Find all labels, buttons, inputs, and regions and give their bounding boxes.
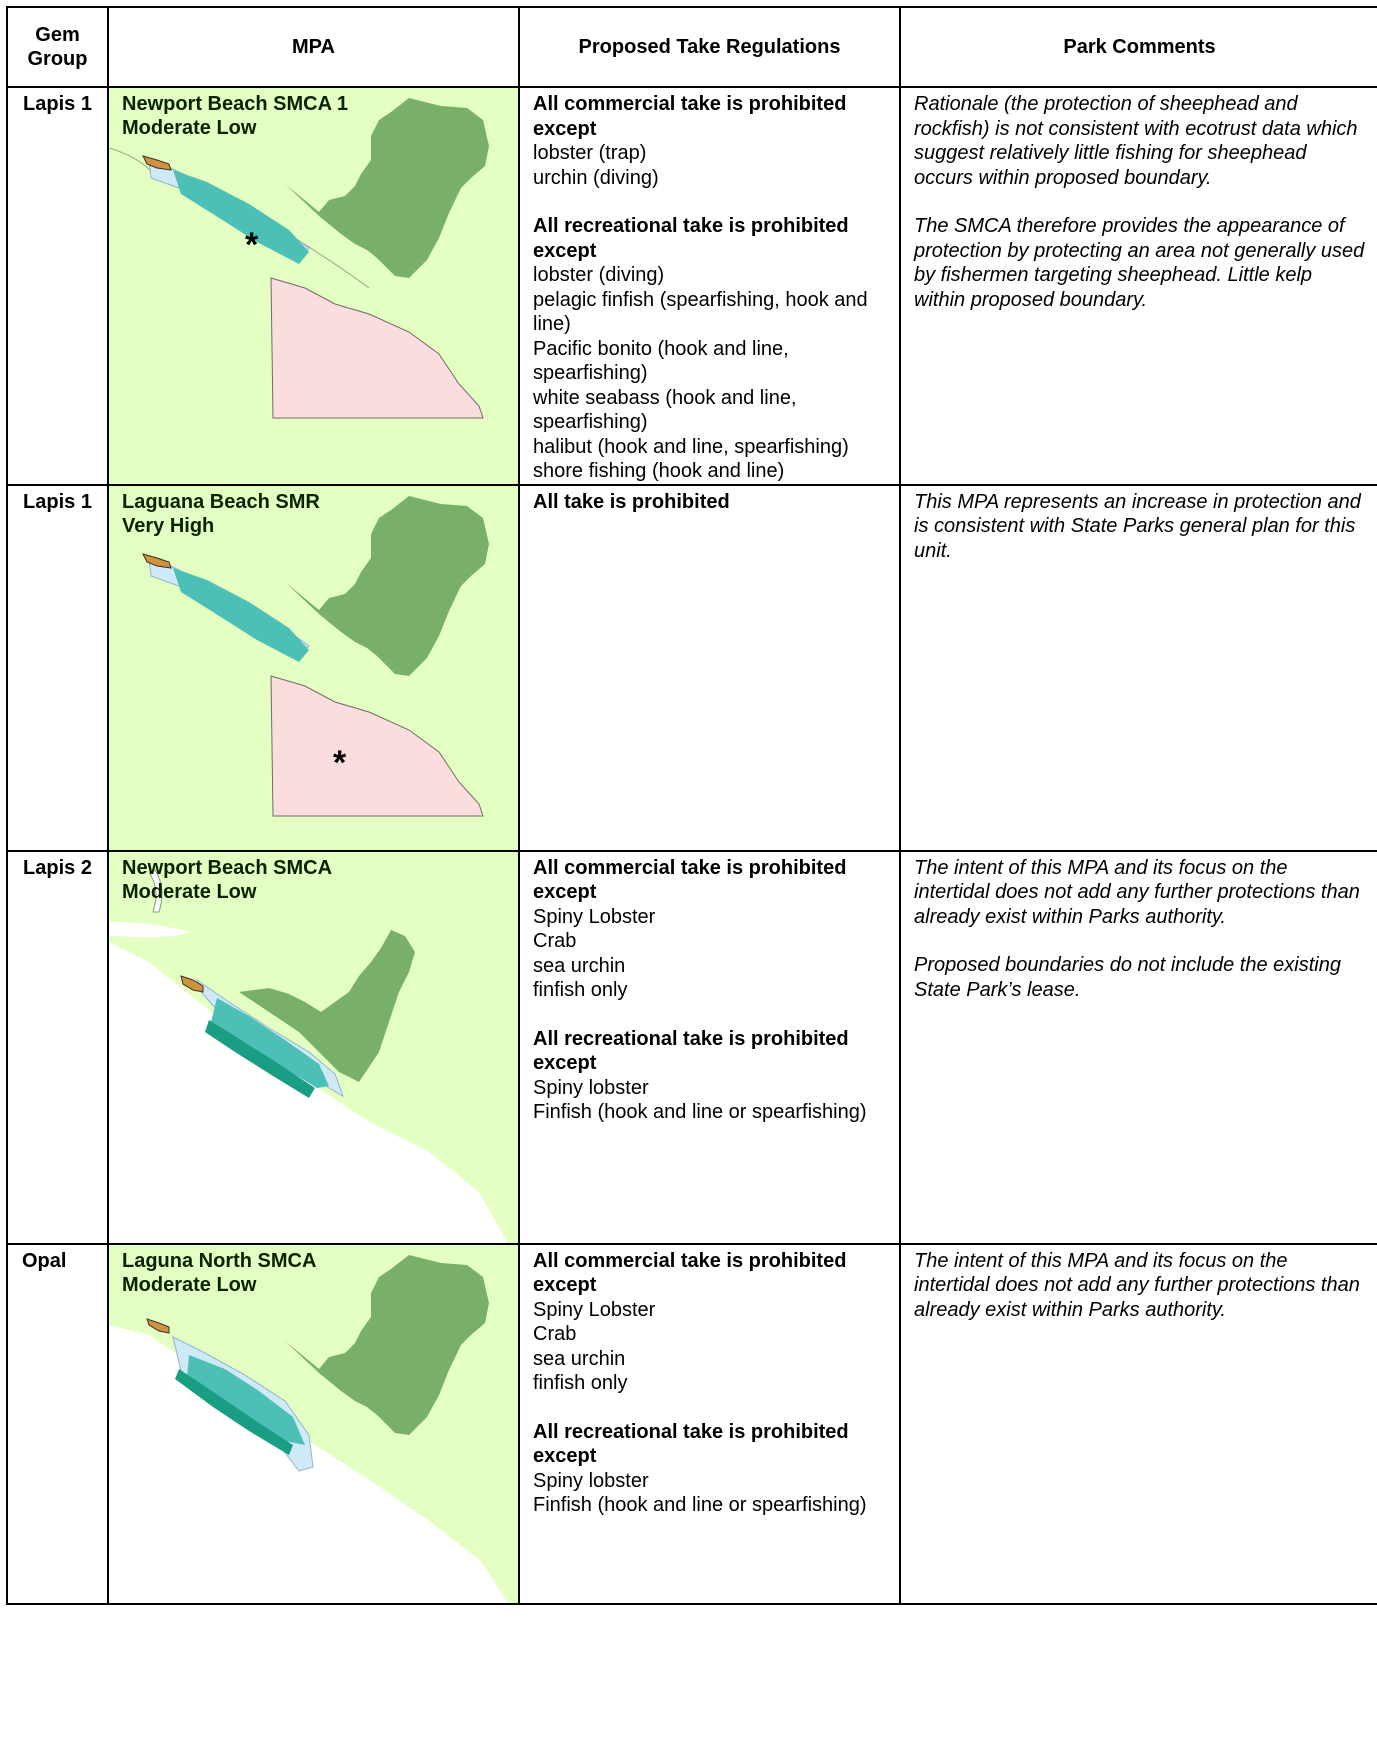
mpa-protection-level: Moderate Low xyxy=(122,880,257,903)
comment-paragraph: Proposed boundaries do not include the existing State Park’s lease. xyxy=(914,954,1341,1001)
header-proposed-regulations: Proposed Take Regulations xyxy=(519,7,900,87)
list-item: sea urchin xyxy=(533,1347,626,1370)
header-park-comments: Park Comments xyxy=(900,7,1377,87)
all-take-prohibited: All take is prohibited xyxy=(533,490,730,513)
comment-paragraph: The SMCA therefore provides the appearance of protection by protecting an area not generally used by fishermen targeting sheephead. Little kelp within proposed boundary. xyxy=(914,215,1365,311)
header-gem-group: Gem Group xyxy=(7,7,108,87)
mpa-name: Laguna North SMCA xyxy=(122,1249,317,1272)
comments-cell xyxy=(900,485,1377,851)
mpa-cell xyxy=(108,1244,519,1604)
gem-group-cell: Opal xyxy=(7,1244,108,1604)
table-row xyxy=(7,851,1377,1244)
comment-paragraph: The intent of this MPA and its focus on the intertidal does not add any further protections than already exist within Parks authority. xyxy=(914,856,1360,928)
mpa-map xyxy=(109,1245,519,1604)
list-item: lobster (trap) xyxy=(533,142,647,164)
map-star-marker: * xyxy=(333,743,347,782)
commercial-heading: All commercial take is prohibited except xyxy=(533,856,847,903)
list-item: Finfish (hook and line or spearfishing) xyxy=(533,1494,867,1516)
list-item: halibut (hook and line, spearfishing) xyxy=(533,435,849,458)
commercial-heading: All commercial take is prohibited except xyxy=(533,1249,847,1296)
list-item: Crab xyxy=(533,1323,577,1345)
gem-group-cell: Lapis 1 xyxy=(7,87,108,485)
table-row xyxy=(7,485,1377,851)
mpa-name: Newport Beach SMCA 1 xyxy=(122,93,348,115)
comments-cell xyxy=(900,87,1377,485)
list-item: finfish only xyxy=(533,979,628,1001)
gem-group-cell: Lapis 1 xyxy=(7,485,108,851)
list-item: urchin (diving) xyxy=(533,166,659,189)
mpa-map xyxy=(109,852,519,1244)
recreational-heading: All recreational take is prohibited except xyxy=(533,1027,849,1074)
comment-paragraph: This MPA represents an increase in protection and is consistent with State Parks general plan for this unit. xyxy=(914,490,1361,562)
regulations-cell xyxy=(519,485,900,851)
list-item: Spiny Lobster xyxy=(533,1298,656,1321)
gem-group-cell: Lapis 2 xyxy=(7,851,108,1244)
list-item: sea urchin xyxy=(533,954,626,977)
mpa-protection-level: Moderate Low xyxy=(122,1273,257,1296)
mpa-protection-level: Moderate Low xyxy=(122,117,257,139)
header-row xyxy=(7,7,1377,87)
mpa-name: Newport Beach SMCA xyxy=(122,856,333,879)
header-mpa: MPA xyxy=(108,7,519,87)
mpa-cell xyxy=(108,485,519,851)
mpa-table xyxy=(6,6,1377,1605)
map-star-marker: * xyxy=(245,226,259,264)
comment-paragraph: The intent of this MPA and its focus on the intertidal does not add any further protections than already exist within Parks authority. xyxy=(914,1249,1360,1321)
list-item: shore fishing (hook and line) xyxy=(533,460,785,482)
list-item: Crab xyxy=(533,930,577,952)
mpa-cell xyxy=(108,87,519,485)
comments-cell xyxy=(900,1244,1377,1604)
list-item: pelagic finfish (spearfishing, hook and line) xyxy=(533,288,868,335)
list-item: finfish only xyxy=(533,1372,628,1394)
list-item: Pacific bonito (hook and line, spearfishing) xyxy=(533,337,789,384)
list-item: Spiny lobster xyxy=(533,1076,649,1099)
recreational-heading: All recreational take is prohibited except xyxy=(533,1420,849,1467)
mpa-protection-level: Very High xyxy=(122,514,215,537)
mpa-map xyxy=(109,88,519,442)
comments-cell xyxy=(900,851,1377,1244)
table-row xyxy=(7,1244,1377,1604)
list-item: Spiny lobster xyxy=(533,1469,649,1492)
mpa-map xyxy=(109,486,519,851)
regulations-cell xyxy=(519,851,900,1244)
list-item: Finfish (hook and line or spearfishing) xyxy=(533,1101,867,1123)
commercial-heading: All commercial take is prohibited except xyxy=(533,93,847,140)
list-item: lobster (diving) xyxy=(533,264,665,286)
regulations-cell xyxy=(519,87,900,485)
table-row xyxy=(7,87,1377,485)
comment-paragraph: Rationale (the protection of sheephead and rockfish) is not consistent with ecotrust data which suggest relatively little fishing for sheephead occurs within proposed boundary. xyxy=(914,93,1358,189)
list-item: Spiny Lobster xyxy=(533,905,656,928)
mpa-name: Laguana Beach SMR xyxy=(122,490,320,513)
recreational-heading: All recreational take is prohibited except xyxy=(533,215,849,262)
regulations-cell xyxy=(519,1244,900,1604)
list-item: white seabass (hook and line, spearfishing) xyxy=(533,386,797,433)
mpa-cell xyxy=(108,851,519,1244)
